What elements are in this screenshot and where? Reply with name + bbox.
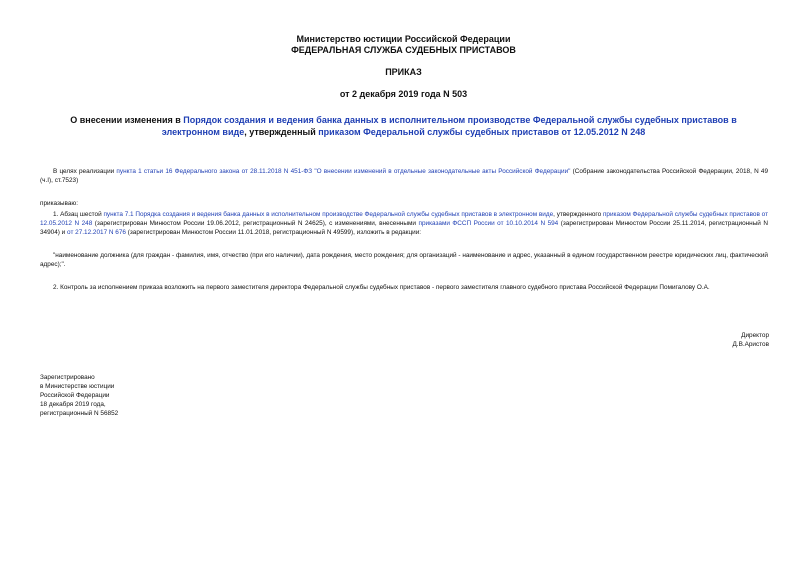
preamble-text-1: В целях реализации [53, 168, 117, 175]
preamble-text-2: (Собрание законодательства Российской Федерации, 2018, N 49 (ч.I), ст.7523) [40, 168, 768, 184]
item1-link-point[interactable]: пункта 7.1 [103, 211, 134, 218]
item-2: 2. Контроль за исполнением приказа возложить на первого заместителя директора Федеральной службы судебных приставов - первого заместителя главного судебного пристава Российской Федерации Помигалову О.А. [53, 284, 710, 291]
item1-link-orders-2014[interactable]: приказами ФССП России от 10.10.2014 N 594 [418, 220, 559, 227]
service-name: ФЕДЕРАЛЬНАЯ СЛУЖБА СУДЕБНЫХ ПРИСТАВОВ [291, 45, 516, 55]
registration-block [40, 373, 240, 418]
item1-text-3: , утвержденного [553, 211, 603, 218]
doc-date-number: от 2 декабря 2019 года N 503 [339, 89, 468, 99]
item1-link-procedure[interactable]: Порядка создания и ведения банка данных в исполнительном производстве Федеральной службы судебных приставов в электронном виде [135, 211, 554, 218]
signature-name: Д.В.Аристов [732, 341, 769, 348]
title-link-procedure[interactable]: Порядок создания и ведения банка данных в исполнительном производстве Федеральной службы судебных приставов в электронном виде [161, 115, 737, 137]
doc-title [40, 114, 767, 138]
item1-link-order[interactable]: приказом Федеральной службы судебных приставов от 12.05.2012 N 248 [40, 211, 768, 227]
signature-position: Директор [741, 332, 769, 339]
title-prefix: О внесении изменения в [70, 115, 184, 125]
title-link-order[interactable]: приказом Федеральной службы судебных приставов от 12.05.2012 N 248 [318, 127, 646, 137]
item-1 [40, 210, 768, 237]
order-word: приказываю: [40, 200, 78, 207]
item1-text-5: (зарегистрирован Минюстом России 25.11.2014, регистрационный N 34904) и [40, 220, 768, 236]
ministry-name: Министерство юстиции Российской Федерации [296, 34, 511, 44]
item1-text-6: (зарегистрирован Минюстом России 11.01.2018, регистрационный N 49599), изложить в редакции: [125, 229, 422, 236]
item1-text-1: 1. Абзац шестой [53, 211, 104, 218]
doc-type: ПРИКАЗ [385, 67, 422, 77]
preamble [40, 167, 768, 185]
title-mid: , утвержденный [244, 127, 319, 137]
item1-link-order-2017[interactable]: от 27.12.2017 N 676 [67, 229, 126, 236]
registration-line-2: в Министерстве юстиции [40, 383, 115, 390]
new-wording-quote: "наименование должника (для граждан - фамилия, имя, отчество (при его наличии), дата рождения, место рождения; для организаций - наименование и адрес, указанный в едином государственном реестре юридических лиц, фактический адрес);". [40, 252, 768, 268]
registration-line-3: Российской Федерации [40, 392, 110, 399]
preamble-link-law[interactable]: пункта 1 статьи 16 Федерального закона от 28.11.2018 N 451-ФЗ "О внесении изменений в отдельные законодательные акты Российской Федерации" [116, 168, 571, 175]
item1-text-4: (зарегистрирован Минюстом России 19.06.2012, регистрационный N 24625), с изменениями, внесенными [92, 220, 419, 227]
registration-line-5: регистрационный N 56852 [40, 410, 119, 417]
signature-block [569, 331, 769, 349]
registration-line-4: 18 декабря 2019 года, [40, 401, 106, 408]
registration-line-1: Зарегистрировано [40, 374, 95, 381]
